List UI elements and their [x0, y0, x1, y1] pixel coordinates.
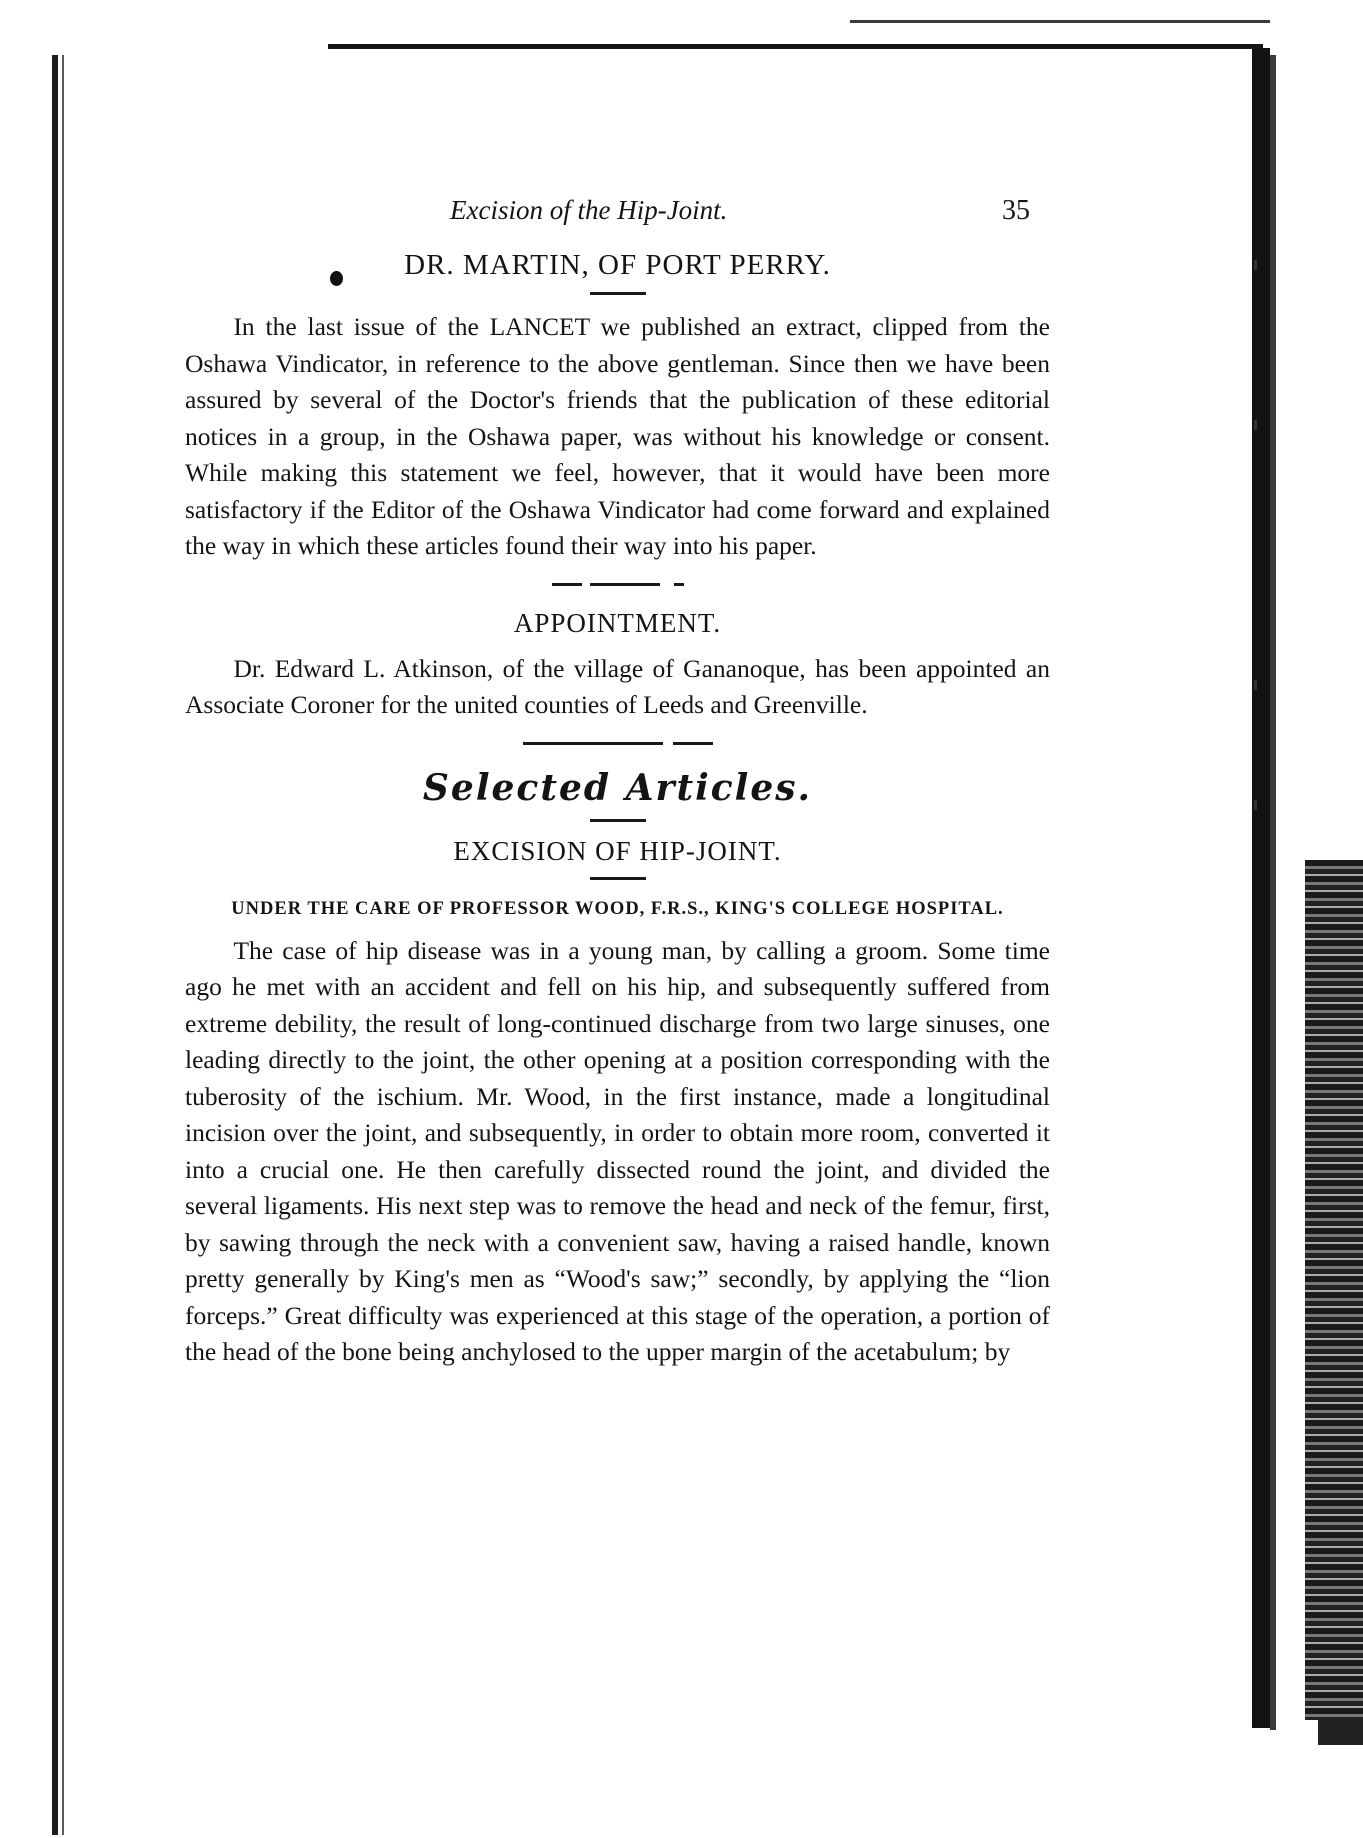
- article-heading-text: DR. MARTIN, OF PORT PERRY.: [404, 249, 831, 281]
- article-body-excision: The case of hip disease was in a young man, by calling a groom. Some time ago he met with an accident and fell on his hip, and subsequently suffered from extreme debility, the result of long-continued discharge from two large sinuses, one leading directly to the joint, the other opening at a position corresponding with the tuberosity of the ischium. Mr. Wood, in the first instance, made a longitudinal incision over the joint, and subsequently, in order to obtain more room, converted it into a crucial one. He then carefully dissected round the joint, and divided the several ligaments. His next step was to remove the head and neck of the femur, first, by sawing through the neck with a convenient saw, having a raised handle, known pretty generally by King's men as “Wood's saw;” secondly, by applying the “lion forceps.” Great difficulty was experienced at this stage of the operation, a portion of the head of the bone being anchylosed to the upper margin of the acetabulum; by: [185, 935, 1050, 1366]
- scan-right-edge: [1252, 48, 1270, 1728]
- article-heading-martin: [185, 249, 1050, 282]
- scan-top-rule: [328, 44, 1263, 49]
- section-divider: [185, 583, 1050, 586]
- scan-left-margin-bar: [52, 55, 58, 1835]
- scan-speck: [1254, 420, 1257, 430]
- running-head-title: Excision of the Hip-Joint.: [450, 195, 728, 225]
- scan-speck: [1254, 260, 1257, 270]
- scan-left-margin-line: [62, 55, 64, 1835]
- scan-right-edge-inner: [1270, 55, 1276, 1730]
- document-page: [185, 195, 1050, 1371]
- scan-speck: [1254, 680, 1257, 690]
- article-heading-appointment: APPOINTMENT.: [513, 607, 722, 638]
- article-body-appointment: Dr. Edward L. Atkinson, of the village of Gananoque, has been appointed an Associate Coroner for the united counties of Leeds and Greenville.: [185, 653, 1050, 719]
- page-number: 35: [1002, 195, 1030, 226]
- divider: [590, 292, 646, 295]
- scan-right-page-fragment: [1305, 860, 1363, 1720]
- article-heading-excision: EXCISION OF HIP-JOINT.: [453, 835, 782, 866]
- article-subheading: UNDER THE CARE OF PROFESSOR WOOD, F.R.S., KING'S COLLEGE HOSPITAL.: [231, 898, 1004, 919]
- scan-speck: [1254, 800, 1257, 810]
- divider: [590, 877, 646, 880]
- scan-right-page-fragment-bottom: [1318, 1720, 1363, 1745]
- section-divider: [185, 742, 1050, 745]
- divider: [590, 819, 646, 822]
- section-heading-selected-articles: Selected Articles.: [422, 766, 813, 809]
- scan-top-faint-rule: [850, 20, 1270, 23]
- ink-blot-icon: [330, 271, 343, 286]
- running-head: [185, 195, 1050, 235]
- article-body-martin: In the last issue of the LANCET we published an extract, clipped from the Oshawa Vindicator, in reference to the above gentleman. Since then we have been assured by several of the Doctor's friends that the publication of these editorial notices in a group, in the Oshawa paper, was without his knowledge or consent. While making this statement we feel, however, that it would have been more satisfactory if the Editor of the Oshawa Vindicator had come forward and explained the way in which these articles found their way into his paper.: [185, 312, 1050, 560]
